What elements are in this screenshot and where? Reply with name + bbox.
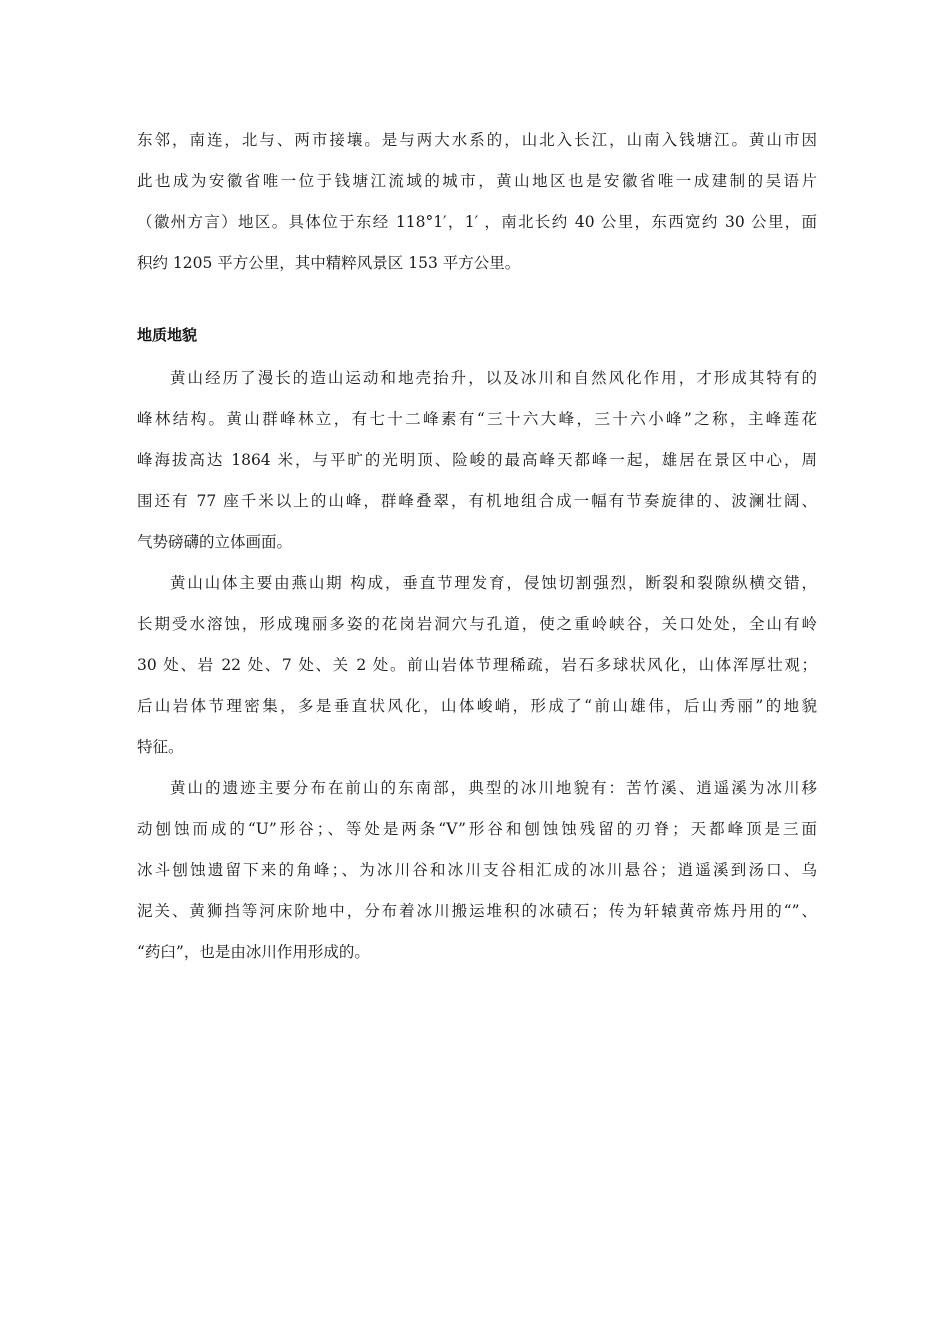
text-line: 冰斗刨蚀遗留下来的角峰；、为冰川谷和冰川支谷相汇成的冰川悬谷；逍遥溪到汤口、乌 — [137, 861, 817, 879]
text-line: 积约 1205 平方公里，其中精粹风景区 153 平方公里。 — [137, 254, 521, 272]
paragraph-gap — [137, 284, 817, 312]
text-line: 动刨蚀而成的“U”形谷；、等处是两条“V”形谷和刨蚀蚀残留的刃脊；天都峰顶是三面 — [137, 820, 817, 838]
text-line: 东邻，南连，北与、两市接壤。是与两大水系的，山北入长江，山南入钱塘江。黄山市因 — [137, 131, 817, 149]
text-line: 围还有 77 座千米以上的山峰，群峰叠翠，有机地组合成一幅有节奏旋律的、波澜壮阔、 — [137, 492, 817, 510]
paragraph-geology-1 — [137, 358, 817, 563]
text-line: （徽州方言）地区。具体位于东经 118°1′，1′ ，南北长约 40 公里，东西宽约 30 公里，面 — [137, 213, 817, 231]
paragraph-geology-2 — [137, 563, 817, 768]
text-line: 特征。 — [137, 738, 184, 756]
intro-paragraph — [137, 120, 817, 284]
document-body — [137, 120, 817, 973]
paragraph-geology-3 — [137, 768, 817, 973]
section-heading: 地质地貌 — [137, 326, 198, 344]
text-line: 峰海拔高达 1864 米，与平旷的光明顶、险峻的最高峰天都峰一起，雄居在景区中心，周 — [137, 451, 817, 469]
text-line: 长期受水溶蚀，形成瑰丽多姿的花岗岩洞穴与孔道，使之重岭峡谷，关口处处，全山有岭 — [137, 615, 817, 633]
text-line: 30 处、岩 22 处、7 处、关 2 处。前山岩体节理稀疏，岩石多球状风化，山体浑厚壮观； — [137, 656, 817, 674]
text-line: 黄山的遗迹主要分布在前山的东南部，典型的冰川地貌有：苦竹溪、逍遥溪为冰川移 — [170, 779, 817, 797]
text-line: 黄山经历了漫长的造山运动和地壳抬升，以及冰川和自然风化作用，才形成其特有的 — [170, 369, 817, 387]
text-line: 峰林结构。黄山群峰林立，有七十二峰素有“三十六大峰，三十六小峰”之称，主峰莲花 — [137, 410, 817, 428]
text-line: 后山岩体节理密集，多是垂直状风化，山体峻峭，形成了“前山雄伟，后山秀丽”的地貌 — [137, 697, 817, 715]
text-line: 黄山山体主要由燕山期 构成，垂直节理发育，侵蚀切割强烈，断裂和裂隙纵横交错， — [170, 574, 817, 592]
text-line: 此也成为安徽省唯一位于钱塘江流域的城市，黄山地区也是安徽省唯一成建制的吴语片 — [137, 172, 817, 190]
text-line: 泥关、黄狮挡等河床阶地中，分布着冰川搬运堆积的冰碛石；传为轩辕黄帝炼丹用的“”、 — [137, 902, 817, 920]
text-line: 气势磅礴的立体画面。 — [137, 533, 293, 551]
text-line: “药臼”，也是由冰川作用形成的。 — [137, 943, 370, 961]
